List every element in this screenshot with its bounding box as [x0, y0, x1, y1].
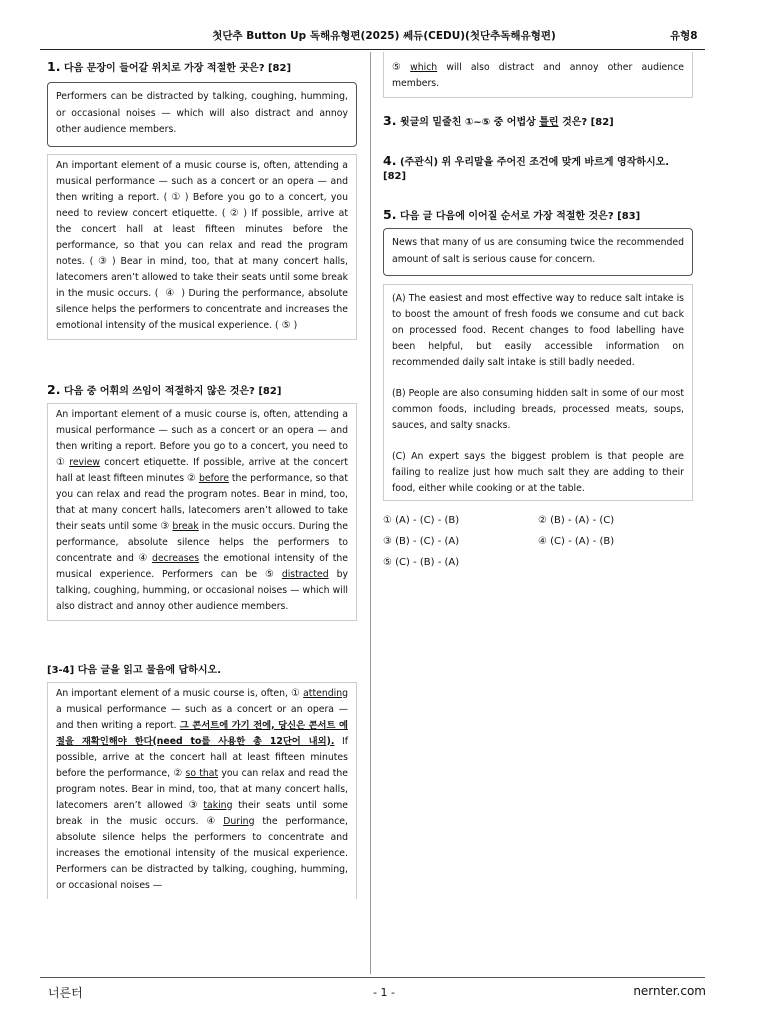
choice-4[interactable]: ④ (C) - (A) - (B)	[538, 536, 615, 547]
passage-box	[47, 682, 357, 899]
left-column	[47, 60, 357, 899]
page-number: - 1 -	[373, 986, 395, 999]
footer-divider	[40, 977, 705, 978]
marker-5: ⑤	[281, 319, 291, 331]
paragraph-b: (B) People are also consuming hidden salt in some of our most common foods, including breads, processed meats, soups, sauces, and salty snacks.	[392, 388, 684, 431]
question-5-heading	[383, 208, 693, 224]
question-number: 2.	[47, 381, 61, 397]
question-instruction: 다음 중 어휘의 쓰임이 적절하지 않은 것은? [82]	[63, 385, 282, 397]
marker-4: ④	[165, 287, 175, 299]
question-number: 4.	[383, 153, 397, 168]
underlined-word-2: before	[199, 472, 229, 484]
question-5	[383, 208, 693, 573]
passage-text: An important element of a music course is, often, attending a musical performance — such as a concert or an opera — and then writing a report. ( ① ) Before you go to a concert, you need to review concert etiquette. ( ② ) If possible, arrive at the concert hall at least fifteen minutes before the performance, so that you can relax and read the program notes. ( ③ ) Bear in mind, too, that at many concert halls, latecomers aren’t allowed to take their seats until some break in the music occurs. ( ④ ) During the performance, absolute silence helps the performers to concentrate and increases the emotional intensity of the musical experience. ( ⑤ )	[56, 158, 348, 334]
question-instruction: 다음 문장이 들어갈 위치로 가장 적절한 곳은? [82]	[63, 63, 292, 74]
passage-box	[47, 403, 357, 621]
underlined-word-1: attending	[303, 687, 348, 699]
choice-5[interactable]: ⑤ (C) - (B) - (A)	[383, 557, 460, 568]
column-divider	[370, 52, 371, 974]
document-title: 첫단추 Button Up 독해유형편(2025) 쎄듀(CEDU)(첫단추독해유형편)	[212, 30, 556, 42]
right-column	[383, 52, 693, 573]
passage-continuation	[383, 52, 693, 98]
question-2-heading	[47, 383, 357, 399]
passage-text: An important element of a music course is, often, attending a musical performance — such as a concert or an opera — and then writing a report. Before you go to a concert, you need to ① review concert etiquette. If possible, arrive at the concert hall at least fifteen minutes ② before the performance, so that you can relax and read the program notes. Bear in mind, too, that at many concert halls, latecomers aren’t allowed to take their seats until some ③ break in the music occurs. During the performance, absolute silence helps the performers to concentrate and ④ decreases the emotional intensity of the musical experience. Performers can be ⑤ distracted by talking, coughing, humming, or occasional noises — which will also distract and annoy other audience members.	[56, 408, 348, 612]
korean-prompt: 그 콘서트에 가기 전에, 당신은 콘서트 예절을 재확인해야 한다(need to를 사용한 총 12단어 내외).	[56, 719, 348, 747]
paragraph-a: (A) The easiest and most effective way to reduce salt intake is to boost the amount of fresh foods we consume and cut back on processed food. Recent changes to food labelling have been helpful, but easily accessible information on recommended daily salt intake is still badly needed.	[392, 293, 684, 368]
underlined-word-2: so that	[185, 767, 219, 779]
question-number: 5.	[383, 207, 397, 222]
choice-1[interactable]: ① (A) - (C) - (B)	[383, 515, 460, 526]
question-1	[47, 60, 357, 340]
question-3-4-set	[47, 664, 357, 899]
paragraph-c: (C) An expert says the biggest problem is that people are failing to realize just how much salt they are adding to their food, either while cooking or at the table.	[392, 451, 684, 494]
answer-choices	[383, 510, 693, 573]
passage-text: An important element of a music course is, often, ① attending a musical performance — such as a concert or an opera — and then writing a report. 그 콘서트에 가기 전에, 당신은 콘서트 예절을 재확인해야 한다(need to를 사용한 총 12단어 내외). If possible, arrive at the concert hall at least fifteen minutes before the performance, ② so that you can relax and read the program notes. Bear in mind, too, that at many concert halls, latecomers aren’t allowed ③ taking their seats until some break in the music occurs. ④ During the performance, absolute silence helps the performers to concentrate and increases the emotional intensity of the musical experience. Performers can be distracted by talking, coughing, humming, or occasional noises —	[56, 687, 348, 891]
underlined-word-1: review	[69, 456, 100, 468]
marker-2: ②	[229, 207, 239, 219]
site-link[interactable]: nernter.com	[633, 984, 706, 998]
underlined-word-4: decreases	[151, 552, 200, 564]
question-3-heading: 3. 윗글의 밑줄친 ①~⑤ 중 어법상 틀린 것은? [82]	[383, 113, 614, 128]
paragraphs-box	[383, 284, 693, 501]
underlined-word-3: taking	[203, 799, 233, 811]
publisher-name: 너른터	[48, 986, 83, 1000]
underlined-word-5: distracted	[281, 568, 329, 580]
underlined-word-3: break	[172, 520, 199, 532]
passage-box	[47, 154, 357, 340]
question-number: 1.	[47, 59, 61, 74]
question-1-heading	[47, 60, 357, 76]
type-label: 유형8	[670, 30, 698, 42]
marker-1: ①	[171, 191, 181, 203]
given-sentence-box: Performers can be distracted by talking, coughing, humming, or occasional noises — which will also distract and annoy other audience members.	[47, 82, 357, 147]
passage-text: ⑤ which will also distract and annoy other audience members.	[392, 62, 684, 89]
header-divider	[40, 49, 705, 50]
choice-3[interactable]: ③ (B) - (C) - (A)	[383, 536, 460, 547]
set-instruction: [3-4] 다음 글을 읽고 물음에 답하시오.	[47, 664, 221, 676]
question-number: 3.	[383, 113, 397, 128]
question-4-heading	[383, 154, 693, 184]
underlined-word-4: During	[223, 815, 255, 827]
underlined-word-5: which	[410, 62, 438, 73]
question-2	[47, 383, 357, 621]
given-passage-box: News that many of us are consuming twice the recommended amount of salt is serious cause for concern.	[383, 228, 693, 276]
choice-2[interactable]: ② (B) - (A) - (C)	[538, 515, 615, 526]
question-instruction: 다음 글 다음에 이어질 순서로 가장 적절한 것은? [83]	[399, 211, 641, 222]
question-instruction: (주관식) 위 우리말을 주어진 조건에 맞게 바르게 영작하시오. [82]	[383, 157, 670, 182]
marker-3: ③	[98, 255, 108, 267]
